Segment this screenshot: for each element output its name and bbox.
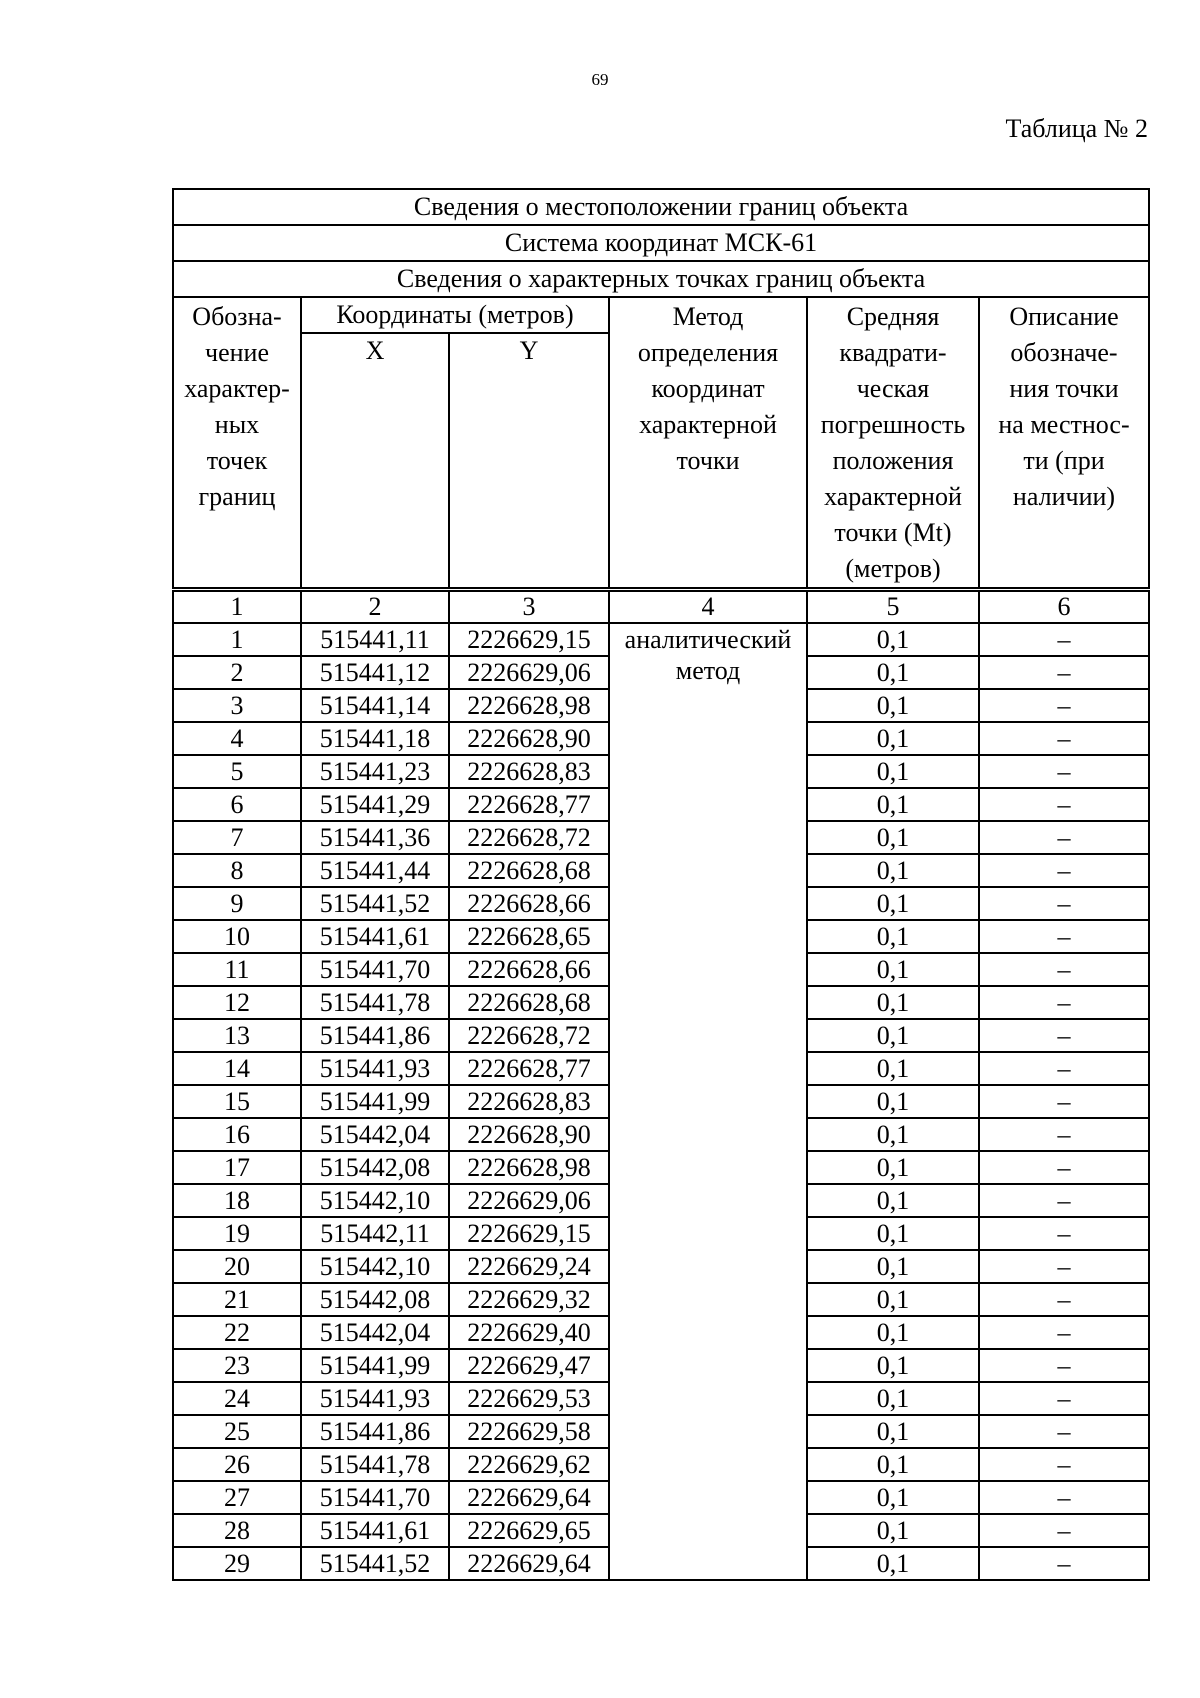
coordinate-x: 515441,78: [301, 1448, 449, 1481]
point-number: 20: [173, 1250, 301, 1283]
point-number: 7: [173, 821, 301, 854]
column-number: 3: [449, 590, 609, 624]
coordinate-y: 2226628,66: [449, 953, 609, 986]
header-line: координат: [651, 374, 765, 403]
header-line: ных: [214, 410, 260, 439]
header-x: X: [301, 333, 449, 589]
point-number: 6: [173, 788, 301, 821]
coordinate-y: 2226628,98: [449, 689, 609, 722]
coordinate-x: 515441,99: [301, 1349, 449, 1382]
header-line: погрешность: [820, 410, 966, 439]
coordinate-x: 515441,61: [301, 1514, 449, 1547]
coordinate-y: 2226629,15: [449, 1217, 609, 1250]
point-number: 29: [173, 1547, 301, 1580]
point-description: –: [979, 1283, 1149, 1316]
header-line: (метров): [845, 554, 941, 583]
point-description: –: [979, 656, 1149, 689]
table-title-boundaries: Сведения о местоположении границ объекта: [173, 189, 1149, 225]
error-mt: 0,1: [807, 1085, 979, 1118]
header-line: определения: [637, 338, 779, 367]
point-description: –: [979, 755, 1149, 788]
error-mt: 0,1: [807, 1316, 979, 1349]
coordinate-y: 2226628,90: [449, 722, 609, 755]
coordinate-y: 2226629,32: [449, 1283, 609, 1316]
point-number: 19: [173, 1217, 301, 1250]
point-description: –: [979, 1481, 1149, 1514]
error-mt: 0,1: [807, 1382, 979, 1415]
error-mt: 0,1: [807, 722, 979, 755]
coordinate-y: 2226629,53: [449, 1382, 609, 1415]
point-description: –: [979, 1514, 1149, 1547]
header-line: точки: [676, 446, 740, 475]
header-y: Y: [449, 333, 609, 589]
header-line: ческая: [856, 374, 930, 403]
header-line: положения: [832, 446, 954, 475]
coordinate-y: 2226628,77: [449, 788, 609, 821]
point-number: 26: [173, 1448, 301, 1481]
coordinate-x: 515441,78: [301, 986, 449, 1019]
coordinate-y: 2226629,06: [449, 1184, 609, 1217]
table-body: [173, 623, 1149, 1580]
header-line: характер-: [184, 374, 290, 403]
header-line: ния точки: [1009, 374, 1119, 403]
point-number: 8: [173, 854, 301, 887]
point-description: –: [979, 623, 1149, 656]
point-number: 22: [173, 1316, 301, 1349]
coordinate-x: 515442,04: [301, 1316, 449, 1349]
point-number: 10: [173, 920, 301, 953]
table-caption: Таблица № 2: [1005, 114, 1148, 143]
point-description: –: [979, 986, 1149, 1019]
coordinate-y: 2226628,68: [449, 986, 609, 1019]
point-description: –: [979, 1547, 1149, 1580]
point-description: –: [979, 689, 1149, 722]
error-mt: 0,1: [807, 986, 979, 1019]
coordinate-x: 515442,10: [301, 1184, 449, 1217]
coordinate-y: 2226628,72: [449, 821, 609, 854]
header-line: точек: [206, 446, 268, 475]
column-number: 6: [979, 590, 1149, 624]
point-description: –: [979, 788, 1149, 821]
point-description: –: [979, 1118, 1149, 1151]
header-line: квадрати-: [839, 338, 947, 367]
coordinate-x: 515441,86: [301, 1415, 449, 1448]
header-line: точки (Mt): [834, 518, 952, 547]
header-line: Средняя: [846, 302, 940, 331]
coordinate-x: 515441,52: [301, 887, 449, 920]
point-description: –: [979, 1085, 1149, 1118]
point-number: 27: [173, 1481, 301, 1514]
header-line: обозначе-: [1010, 338, 1118, 367]
header-line: ти (при: [1023, 446, 1105, 475]
error-mt: 0,1: [807, 1283, 979, 1316]
method-cell: [609, 623, 807, 1580]
coordinate-x: 515441,36: [301, 821, 449, 854]
coordinate-y: 2226629,24: [449, 1250, 609, 1283]
point-description: –: [979, 1448, 1149, 1481]
error-mt: 0,1: [807, 1052, 979, 1085]
coordinate-x: 515441,29: [301, 788, 449, 821]
error-mt: 0,1: [807, 1481, 979, 1514]
point-number: 11: [173, 953, 301, 986]
point-description: –: [979, 953, 1149, 986]
header-line: чение: [205, 338, 269, 367]
coordinate-x: 515441,14: [301, 689, 449, 722]
point-number: 17: [173, 1151, 301, 1184]
error-mt: 0,1: [807, 656, 979, 689]
point-number: 1: [173, 623, 301, 656]
error-mt: 0,1: [807, 623, 979, 656]
header-error: [807, 297, 979, 590]
coordinate-x: 515441,18: [301, 722, 449, 755]
point-number: 9: [173, 887, 301, 920]
error-mt: 0,1: [807, 821, 979, 854]
point-description: –: [979, 1316, 1149, 1349]
coordinate-x: 515442,04: [301, 1118, 449, 1151]
error-mt: 0,1: [807, 1118, 979, 1151]
error-mt: 0,1: [807, 953, 979, 986]
header-coordinates: Координаты (метров): [301, 297, 609, 333]
point-number: 24: [173, 1382, 301, 1415]
error-mt: 0,1: [807, 1217, 979, 1250]
point-description: –: [979, 1349, 1149, 1382]
coordinate-x: 515442,08: [301, 1151, 449, 1184]
error-mt: 0,1: [807, 1250, 979, 1283]
coordinate-y: 2226628,68: [449, 854, 609, 887]
header-line: на местнос-: [998, 410, 1130, 439]
point-number: 28: [173, 1514, 301, 1547]
error-mt: 0,1: [807, 1547, 979, 1580]
coordinate-x: 515442,10: [301, 1250, 449, 1283]
coordinate-x: 515441,23: [301, 755, 449, 788]
coordinates-table: [172, 188, 1150, 1581]
coordinate-x: 515441,11: [301, 623, 449, 656]
coordinate-y: 2226628,90: [449, 1118, 609, 1151]
coordinate-x: 515441,44: [301, 854, 449, 887]
point-number: 3: [173, 689, 301, 722]
error-mt: 0,1: [807, 1349, 979, 1382]
table-title-characteristic-points: Сведения о характерных точках границ объекта: [173, 261, 1149, 297]
point-description: –: [979, 1151, 1149, 1184]
coordinate-y: 2226629,62: [449, 1448, 609, 1481]
error-mt: 0,1: [807, 854, 979, 887]
coordinate-x: 515441,52: [301, 1547, 449, 1580]
point-number: 18: [173, 1184, 301, 1217]
header-line: характерной: [639, 410, 777, 439]
coordinate-y: 2226628,98: [449, 1151, 609, 1184]
point-description: –: [979, 1052, 1149, 1085]
coordinate-x: 515442,11: [301, 1217, 449, 1250]
point-description: –: [979, 1019, 1149, 1052]
page-number: 69: [591, 70, 609, 89]
error-mt: 0,1: [807, 788, 979, 821]
point-description: –: [979, 920, 1149, 953]
coordinate-x: 515441,70: [301, 1481, 449, 1514]
table-title-coordinate-system: Система координат МСК-61: [173, 225, 1149, 261]
coordinate-y: 2226629,40: [449, 1316, 609, 1349]
column-number: 2: [301, 590, 449, 624]
header-method: [609, 297, 807, 590]
column-number: 5: [807, 590, 979, 624]
error-mt: 0,1: [807, 689, 979, 722]
table-row: [173, 623, 1149, 656]
point-number: 2: [173, 656, 301, 689]
error-mt: 0,1: [807, 755, 979, 788]
point-description: –: [979, 821, 1149, 854]
point-number: 25: [173, 1415, 301, 1448]
point-number: 15: [173, 1085, 301, 1118]
method-line: аналитический: [624, 625, 792, 654]
error-mt: 0,1: [807, 1151, 979, 1184]
point-number: 5: [173, 755, 301, 788]
coordinate-y: 2226628,83: [449, 755, 609, 788]
point-description: –: [979, 1250, 1149, 1283]
coordinate-y: 2226629,58: [449, 1415, 609, 1448]
point-description: –: [979, 887, 1149, 920]
coordinate-y: 2226628,66: [449, 887, 609, 920]
error-mt: 0,1: [807, 920, 979, 953]
method-line: метод: [675, 656, 741, 685]
coordinate-x: 515441,86: [301, 1019, 449, 1052]
coordinate-y: 2226628,72: [449, 1019, 609, 1052]
point-number: 21: [173, 1283, 301, 1316]
point-number: 16: [173, 1118, 301, 1151]
coordinate-x: 515441,93: [301, 1052, 449, 1085]
error-mt: 0,1: [807, 1514, 979, 1547]
coordinate-x: 515441,70: [301, 953, 449, 986]
point-number: 14: [173, 1052, 301, 1085]
point-description: –: [979, 1217, 1149, 1250]
coordinate-x: 515442,08: [301, 1283, 449, 1316]
coordinate-x: 515441,12: [301, 656, 449, 689]
coordinate-y: 2226628,77: [449, 1052, 609, 1085]
point-number: 12: [173, 986, 301, 1019]
header-line: Описание: [1009, 302, 1119, 331]
error-mt: 0,1: [807, 1415, 979, 1448]
coordinate-x: 515441,93: [301, 1382, 449, 1415]
point-description: –: [979, 854, 1149, 887]
header-line: характерной: [824, 482, 962, 511]
coordinate-x: 515441,61: [301, 920, 449, 953]
column-number: 1: [173, 590, 301, 624]
point-number: 4: [173, 722, 301, 755]
coordinate-y: 2226628,65: [449, 920, 609, 953]
point-description: –: [979, 1184, 1149, 1217]
header-line: наличии): [1012, 482, 1116, 511]
coordinate-y: 2226629,64: [449, 1547, 609, 1580]
header-line: границ: [198, 482, 276, 511]
point-description: –: [979, 1415, 1149, 1448]
header-designation: [173, 297, 301, 590]
point-description: –: [979, 722, 1149, 755]
header-line: Метод: [672, 302, 744, 331]
error-mt: 0,1: [807, 1184, 979, 1217]
header-description: [979, 297, 1149, 590]
coordinate-y: 2226629,64: [449, 1481, 609, 1514]
coordinate-y: 2226629,15: [449, 623, 609, 656]
point-description: –: [979, 1382, 1149, 1415]
column-number: 4: [609, 590, 807, 624]
coordinate-y: 2226629,06: [449, 656, 609, 689]
coordinate-y: 2226629,65: [449, 1514, 609, 1547]
coordinate-y: 2226629,47: [449, 1349, 609, 1382]
coordinate-x: 515441,99: [301, 1085, 449, 1118]
header-line: Обозна-: [192, 302, 282, 331]
error-mt: 0,1: [807, 1019, 979, 1052]
point-number: 23: [173, 1349, 301, 1382]
coordinate-y: 2226628,83: [449, 1085, 609, 1118]
point-number: 13: [173, 1019, 301, 1052]
error-mt: 0,1: [807, 887, 979, 920]
error-mt: 0,1: [807, 1448, 979, 1481]
